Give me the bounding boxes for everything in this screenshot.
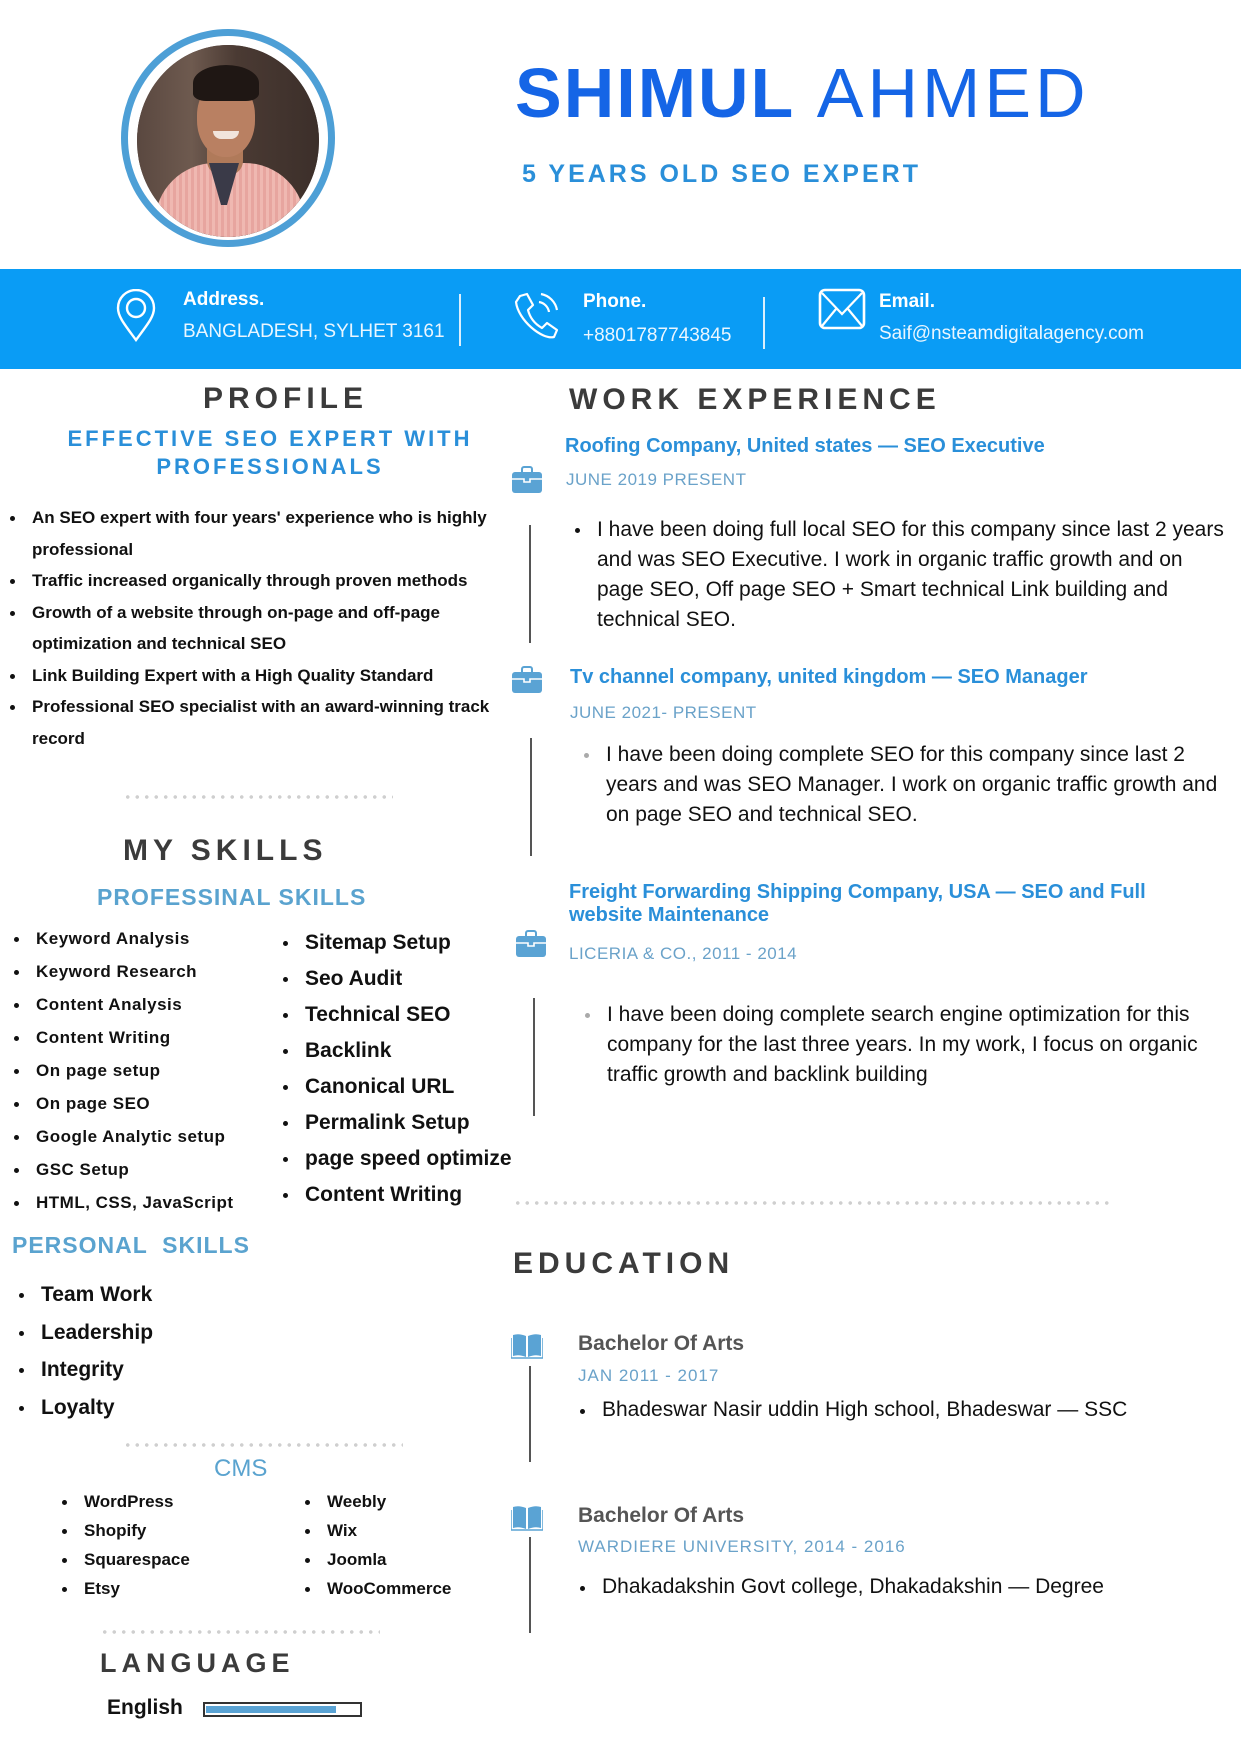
cms-item: Squarespace [60,1545,190,1574]
contact-separator [459,294,461,346]
professional-skills-heading: PROFESSINAL SKILLS [97,884,367,910]
job-description-item: I have been doing full local SEO for this company since last 2 years and was SEO Executive. I work in organic traffic growth and on page SEO, Off page SEO + Smart technical Link building and technical SEO. [573,515,1233,635]
cms-item: Etsy [60,1574,190,1603]
work-heading: WORK EXPERIENCE [569,383,941,416]
skill-item: Keyword Research [12,955,262,988]
profile-photo [137,45,319,237]
email-label: Email. [879,291,935,312]
profile-subheading-line1: EFFECTIVE SEO EXPERT WITH [67,426,473,451]
personal-skill-item: Integrity [17,1351,153,1389]
profile-list [8,502,498,754]
job-description [573,515,1233,635]
tagline: 5 YEARS OLD SEO EXPERT [522,160,921,188]
language-level-fill [206,1706,336,1713]
skill-item: Content Analysis [12,988,262,1021]
skill-item: Permalink Setup [281,1105,541,1141]
cms-item: WordPress [60,1487,190,1516]
candidate-name [515,54,1090,132]
language-name: English [107,1696,183,1719]
job-date: JUNE 2019 PRESENT [566,470,747,489]
skill-item: Content Writing [281,1177,541,1213]
skill-item: Sitemap Setup [281,925,541,961]
education-title: Bachelor Of Arts [578,1332,745,1355]
skill-item: page speed optimize [281,1141,541,1177]
briefcase-icon [511,466,543,494]
personal-skill-item: Team Work [17,1276,153,1314]
last-name: AHMED [816,54,1090,132]
education-date: JAN 2011 - 2017 [578,1366,720,1385]
cms-list-left [60,1487,190,1603]
job-title: Freight Forwarding Shipping Company, USA — SEO and Full website Maintenance [569,881,1146,926]
address-label: Address. [183,289,265,310]
profile-item: Professional SEO specialist with an award-winning track record [8,691,498,754]
professional-skills-list-left [12,922,262,1219]
job-description [583,1000,1233,1090]
skill-item: Technical SEO [281,997,541,1033]
job-description [582,740,1237,830]
personal-skills-list [17,1276,153,1426]
timeline-line [530,738,532,856]
education-description-item: Bhadeswar Nasir uddin High school, Bhadeswar — SSC [578,1398,1127,1422]
education-description [578,1398,1127,1422]
contact-bar [0,269,1241,369]
divider-dots [123,1443,403,1447]
cms-item: Wix [303,1516,451,1545]
cms-item: Shopify [60,1516,190,1545]
profile-item: An SEO expert with four years' experience who is highly professional [8,502,498,565]
divider-dots [100,1630,380,1634]
briefcase-icon [511,666,543,694]
cms-heading: CMS [214,1455,268,1482]
job-date: LICERIA & CO., 2011 - 2014 [569,944,798,963]
email-value[interactable]: Saif@nsteamdigitalagency.com [879,323,1145,344]
skill-item: Google Analytic setup [12,1120,262,1153]
personal-skills-heading: PERSONAL SKILLS [12,1232,250,1258]
timeline-line [533,998,535,1116]
divider-dots [513,1201,1113,1205]
phone-label: Phone. [583,291,647,312]
skill-item: Seo Audit [281,961,541,997]
first-name: SHIMUL [515,54,796,132]
education-date: WARDIERE UNIVERSITY, 2014 - 2016 [578,1537,906,1556]
book-icon [511,1505,543,1531]
profile-item: Growth of a website through on-page and off-page optimization and technical SEO [8,597,498,660]
education-description-item: Dhakadakshin Govt college, Dhakadakshin — Degree [578,1575,1104,1599]
profile-subheading-line2: PROFESSIONALS [156,454,384,479]
phone-icon [512,290,560,342]
envelope-icon [818,288,866,330]
skill-item: GSC Setup [12,1153,262,1186]
cms-item: Weebly [303,1487,451,1516]
skill-item: Backlink [281,1033,541,1069]
profile-heading: PROFILE [203,382,369,415]
job-description-item: I have been doing complete search engine optimization for this company for the last three years. In my work, I focus on organic traffic growth and backlink building [583,1000,1233,1090]
language-heading: LANGUAGE [100,1648,295,1678]
skill-item: On page SEO [12,1087,262,1120]
phone-value[interactable]: +8801787743845 [583,325,732,346]
divider-dots [123,795,393,799]
timeline-line [529,525,531,643]
map-pin-icon [115,289,157,343]
cms-list-right [303,1487,451,1603]
education-description [578,1575,1104,1599]
job-description-item: I have been doing complete SEO for this company since last 2 years and was SEO Manager. I work on organic traffic growth and on page SEO and technical SEO. [582,740,1237,830]
skill-item: HTML, CSS, JavaScript [12,1186,262,1219]
briefcase-icon [515,930,547,958]
job-date: JUNE 2021- PRESENT [570,703,757,722]
job-title: Tv channel company, united kingdom — SEO Manager [570,666,1088,688]
book-icon [511,1333,543,1359]
profile-subheading [40,425,500,481]
skill-item: Content Writing [12,1021,262,1054]
skill-item: On page setup [12,1054,262,1087]
skill-item: Canonical URL [281,1069,541,1105]
profile-item: Link Building Expert with a High Quality Standard [8,660,498,692]
timeline-line [529,1537,531,1633]
cms-item: Joomla [303,1545,451,1574]
timeline-line [529,1366,531,1462]
skill-item: Keyword Analysis [12,922,262,955]
professional-skills-list-right [281,925,541,1213]
contact-separator [763,297,765,349]
profile-item: Traffic increased organically through proven methods [8,565,498,597]
education-title: Bachelor Of Arts [578,1504,745,1527]
education-heading: EDUCATION [513,1247,735,1280]
skills-heading: MY SKILLS [123,834,328,867]
address-value: BANGLADESH, SYLHET 3161 [183,321,445,342]
personal-skill-item: Loyalty [17,1389,153,1427]
language-level-bar [203,1702,362,1717]
personal-skill-item: Leadership [17,1314,153,1352]
cms-item: WooCommerce [303,1574,451,1603]
job-title: Roofing Company, United states — SEO Executive [565,435,1045,457]
